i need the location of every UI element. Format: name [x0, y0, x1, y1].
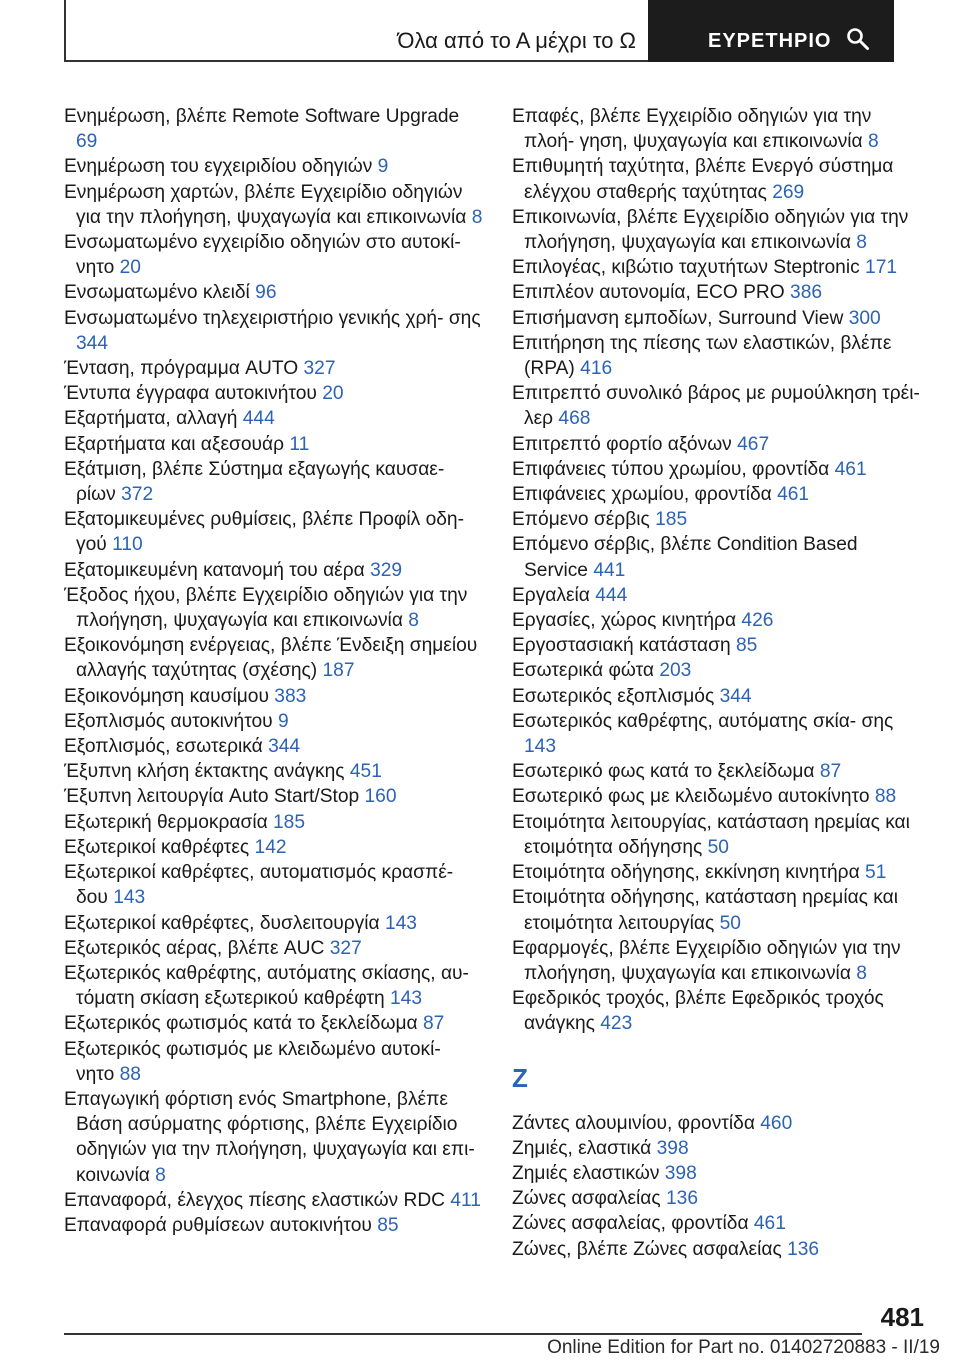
page-reference-link[interactable]: 344 — [268, 736, 301, 758]
page-reference-link[interactable]: 411 — [450, 1189, 481, 1211]
index-entry — [64, 1188, 484, 1213]
index-entry-text: Εργοστασιακή κατάσταση — [512, 635, 731, 657]
index-entry — [512, 1111, 922, 1136]
index-entry — [512, 709, 922, 759]
page-reference-link[interactable]: 300 — [848, 307, 881, 329]
index-entry-text: Ένταση, πρόγραμμα AUTO — [64, 358, 299, 380]
index-entry-text: Εξοπλισμός, εσωτερικά — [64, 736, 263, 758]
page-reference-link[interactable]: 344 — [719, 685, 752, 707]
index-entry-text: Εξάτμιση, βλέπε Σύστημα εξαγωγής καυσαε‐ ρίων — [64, 458, 445, 506]
index-entry — [512, 104, 922, 154]
index-entry — [512, 306, 922, 331]
page-reference-link[interactable]: 69 — [76, 131, 98, 153]
page-reference-link[interactable]: 136 — [787, 1238, 820, 1260]
page-reference-link[interactable]: 20 — [322, 383, 344, 405]
index-entry-text: Εξατομικευμένη κατανομή του αέρα — [64, 559, 365, 581]
index-entry-text: Έξοδος ήχου, βλέπε Εγχειρίδιο οδηγιών για την πλοήγηση, ψυχαγωγία και επικοινωνία — [64, 584, 468, 632]
index-entry-text: Επισήμανση εμποδίων, Surround View — [512, 307, 844, 329]
index-entry — [64, 709, 484, 734]
index-entry — [512, 860, 922, 885]
index-entry-text: Εφεδρικός τροχός, βλέπε Εφεδρικός τροχός ανάγκης — [512, 988, 884, 1035]
page-reference-link[interactable]: 143 — [524, 736, 557, 758]
index-entry-text: Εξωτερικός φωτισμός κατά το ξεκλείδωμα — [64, 1013, 418, 1035]
index-entry-text: Ζώνες ασφαλείας — [512, 1188, 661, 1210]
index-entry-text: Εξοικονόμηση ενέργειας, βλέπε Ένδειξη σημείου αλλαγής ταχύτητας (σχέσης) — [64, 635, 478, 682]
index-entry-text: Ζάντες αλουμινίου, φροντίδα — [512, 1112, 755, 1134]
page-reference-link[interactable]: 444 — [242, 408, 275, 430]
index-entry — [512, 280, 922, 305]
page-reference-link[interactable]: 344 — [76, 332, 109, 354]
index-entry-text: Έντυπα έγγραφα αυτοκινήτου — [64, 383, 317, 405]
page-reference-link[interactable]: 187 — [322, 660, 355, 682]
index-entry — [512, 331, 922, 381]
page-reference-link[interactable]: 269 — [772, 181, 805, 203]
index-entry-text: Επαφές, βλέπε Εγχειρίδιο οδηγιών για την πλοή‐ γηση, ψυχαγωγία και επικοινωνία — [512, 106, 872, 153]
index-entry — [512, 532, 922, 582]
index-entry-text: Ετοιμότητα οδήγησης, κατάσταση ηρεμίας και ετοιμότητα λειτουργίας — [512, 887, 898, 934]
index-entry — [64, 230, 484, 280]
index-entry — [64, 936, 484, 961]
page-reference-link[interactable]: 327 — [329, 937, 362, 959]
page-reference-link[interactable]: 88 — [119, 1063, 141, 1085]
index-entry — [512, 784, 922, 809]
page-reference-link[interactable]: 9 — [377, 156, 389, 178]
index-entry — [512, 482, 922, 507]
page-number: 481 — [880, 1302, 924, 1332]
index-entry-text: Εφαρμογές, βλέπε Εγχειρίδιο οδηγιών για την πλοήγηση, ψυχαγωγία και επικοινωνία — [512, 937, 901, 984]
index-entry — [512, 507, 922, 532]
index-entry — [512, 986, 922, 1036]
index-entry — [64, 1011, 484, 1036]
index-entry-text: Έξυπνη λειτουργία Auto Start/Stop — [64, 786, 360, 808]
page-reference-link[interactable]: 85 — [735, 635, 758, 657]
index-entry-text: Εξωτερικός καθρέφτης, αυτόματης σκίασης, αυ‐ τόματη σκίαση εξωτερικού καθρέφτη — [64, 962, 469, 1010]
index-entry-text: Επιτήρηση της πίεσης των ελαστικών, βλέπε (RPA) — [512, 332, 892, 380]
index-entry-text: Εξωτερικοί καθρέφτες, αυτοματισμός κρασπέ‐ δου — [64, 862, 454, 909]
index-entry-text: Εξωτερικός αέρας, βλέπε AUC — [64, 937, 325, 959]
index-entry — [64, 784, 484, 809]
index-entry — [64, 583, 484, 633]
index-entry — [64, 104, 484, 154]
index-entry — [512, 432, 922, 457]
index-entry-text: Ενημέρωση χαρτών, βλέπε Εγχειρίδιο οδηγιών για την πλοήγηση, ψυχαγωγία και επικοινωνία — [64, 181, 467, 228]
page-reference-link[interactable]: 8 — [867, 131, 879, 153]
page-reference-link[interactable]: 185 — [655, 509, 688, 531]
index-entry-text: Εσωτερικό φως κατά το ξεκλείδωμα — [512, 761, 815, 783]
index-entry-text: Ζημιές, ελαστικά — [512, 1137, 652, 1159]
index-column-left — [64, 104, 484, 1238]
page-reference-link[interactable]: 398 — [664, 1162, 697, 1184]
index-entry — [64, 432, 484, 457]
index-entry-text: Επόμενο σέρβις — [512, 509, 650, 531]
index-entry-text: Επιφάνειες χρωμίου, φροντίδα — [512, 484, 772, 506]
index-label: ΕΥΡΕΤΗΡΙΟ — [708, 30, 832, 52]
index-entry — [64, 961, 484, 1011]
footer-divider — [64, 1333, 862, 1335]
index-entry — [512, 885, 922, 935]
index-entry — [512, 457, 922, 482]
page-reference-link[interactable]: 136 — [666, 1188, 699, 1210]
index-entry — [512, 1211, 922, 1236]
index-entry — [64, 1213, 484, 1238]
index-entry-text: Ενημέρωση, βλέπε Remote Software Upgrade — [64, 106, 460, 127]
page-reference-link[interactable]: 398 — [656, 1137, 689, 1159]
page-reference-link[interactable]: 143 — [390, 988, 423, 1010]
index-entry — [64, 507, 484, 557]
page-reference-link[interactable]: 8 — [471, 206, 483, 228]
letter-heading-z: Z — [512, 1062, 528, 1093]
index-entry-text: Ετοιμότητα λειτουργίας, κατάσταση ηρεμίας και ετοιμότητα οδήγησης — [512, 811, 910, 858]
index-entry — [64, 684, 484, 709]
page-reference-link[interactable]: 383 — [274, 685, 307, 707]
index-entry-text: Εξωτερικοί καθρέφτες — [64, 836, 250, 858]
index-column-right — [512, 104, 922, 1262]
index-entry-text: Εσωτερικά φώτα — [512, 660, 654, 682]
page-reference-link[interactable]: 87 — [819, 761, 842, 783]
index-entry-text: Ενσωματωμένο εγχειρίδιο οδηγιών στο αυτοκί‐ νητο — [64, 232, 461, 279]
index-entry — [512, 205, 922, 255]
index-entry-text: Εξαρτήματα και αξεσουάρ — [64, 433, 285, 455]
page-reference-link[interactable]: 87 — [422, 1013, 445, 1035]
search-icon[interactable] — [846, 27, 870, 51]
index-entry — [64, 633, 484, 683]
page-reference-link[interactable]: 8 — [856, 232, 867, 254]
page-reference-link[interactable]: 142 — [254, 836, 287, 858]
index-entry-text: Εξωτερικοί καθρέφτες, δυσλειτουργία — [64, 912, 380, 934]
section-title: Όλα από το Α μέχρι το Ω — [397, 28, 636, 53]
index-entry-text: Ζημιές ελαστικών — [512, 1162, 660, 1184]
index-entry-text: Επαναφορά ρυθμίσεων αυτοκινήτου — [64, 1214, 372, 1236]
index-entry — [512, 759, 922, 784]
index-entry — [512, 810, 922, 860]
index-entry — [64, 759, 484, 784]
index-entry — [512, 608, 922, 633]
index-entry — [64, 734, 484, 759]
index-entry — [512, 684, 922, 709]
index-entry-text: Εξωτερικός φωτισμός με κλειδωμένο αυτοκί‐ νητο — [64, 1038, 441, 1085]
index-entry-text: Εξαρτήματα, αλλαγή — [64, 408, 238, 430]
index-entry-text: Επαναφορά, έλεγχος πίεσης ελαστικών RDC — [64, 1189, 446, 1211]
page-reference-link[interactable]: 50 — [707, 836, 729, 858]
page-reference-link[interactable]: 329 — [370, 559, 403, 581]
index-entry — [64, 406, 484, 431]
edition-note: Online Edition for Part no. 01402720883 - II/19 — [547, 1337, 940, 1358]
page-reference-link[interactable]: 88 — [874, 786, 897, 808]
index-entry-text: Εξωτερική θερμοκρασία — [64, 811, 268, 833]
index-entry-text: Επιλογέας, κιβώτιο ταχυτήτων Steptronic — [512, 257, 860, 279]
page-reference-link[interactable]: 143 — [384, 912, 417, 934]
index-entry — [512, 1161, 922, 1186]
page-reference-link[interactable]: 460 — [760, 1112, 793, 1134]
index-entry — [64, 1087, 484, 1188]
index-entry-text: Εξοπλισμός αυτοκινήτου — [64, 710, 273, 732]
page-reference-link[interactable]: 8 — [856, 962, 867, 984]
page-reference-link[interactable]: 416 — [580, 358, 613, 380]
index-entry — [512, 255, 922, 280]
page-reference-link[interactable]: 20 — [119, 257, 141, 279]
index-entry-text: Εργαλεία — [512, 584, 590, 606]
index-entry-text: Εξατομικευμένες ρυθμίσεις, βλέπε Προφίλ οδη‐ γού — [64, 509, 464, 556]
page-reference-link[interactable]: 171 — [865, 257, 898, 279]
index-entry-text: Επιθυμητή ταχύτητα, βλέπε Ενεργό σύστημα ελέγχου σταθερής ταχύτητας — [512, 156, 894, 203]
index-entry — [64, 154, 484, 179]
page-reference-link[interactable]: 441 — [593, 559, 626, 581]
index-entry — [64, 860, 484, 910]
index-entry — [64, 356, 484, 381]
page-reference-link[interactable]: 51 — [865, 862, 887, 884]
index-entry-text: Επιτρεπτό φορτίο αξόνων — [512, 433, 732, 455]
page-reference-link[interactable]: 461 — [777, 484, 810, 506]
page-reference-link[interactable]: 451 — [349, 761, 382, 783]
index-entry-text: Εργασίες, χώρος κινητήρα — [512, 610, 737, 632]
index-entry — [512, 1237, 922, 1262]
page-reference-link[interactable]: 9 — [278, 710, 289, 732]
index-entry — [64, 1037, 484, 1087]
index-entry — [64, 306, 484, 356]
index-entry — [64, 810, 484, 835]
index-entry-text: Εσωτερικό φως με κλειδωμένο αυτοκίνητο — [512, 786, 870, 808]
index-entry-text: Εσωτερικός καθρέφτης, αυτόματης σκία‐ σης — [512, 710, 894, 732]
page-reference-link[interactable]: 110 — [112, 534, 143, 556]
page-reference-link[interactable]: 461 — [834, 458, 867, 480]
index-entry-text: Επιφάνειες τύπου χρωμίου, φροντίδα — [512, 458, 830, 480]
page-reference-link[interactable]: 50 — [719, 912, 741, 934]
page-reference-link[interactable]: 160 — [364, 786, 397, 808]
index-entry — [512, 154, 922, 204]
index-entry — [512, 633, 922, 658]
page-reference-link[interactable]: 372 — [121, 484, 154, 506]
index-entry-text: Ζώνες ασφαλείας, φροντίδα — [512, 1213, 749, 1235]
section-tab[interactable] — [64, 0, 648, 62]
page-reference-link[interactable]: 8 — [408, 610, 419, 632]
index-entry-text: Έξυπνη κλήση έκτακτης ανάγκης — [64, 761, 345, 783]
index-entry — [64, 835, 484, 860]
index-entry-text: Επιτρεπτό συνολικό βάρος με ρυμούλκηση τρέι‐ λερ — [512, 383, 920, 430]
page-reference-link[interactable]: 444 — [595, 584, 628, 606]
index-entry-text: Εσωτερικός εξοπλισμός — [512, 685, 715, 707]
index-entry-text: Επαγωγική φόρτιση ενός Smartphone, βλέπε Βάση ασύρματης φόρτισης, βλέπε Εγχειρίδιο οδηγιών για την πλοήγηση, ψυχαγωγία και επι‐ κοινωνία — [64, 1088, 475, 1186]
page-reference-link[interactable]: 11 — [289, 433, 310, 455]
index-entry — [512, 583, 922, 608]
index-entry-text: Εξοικονόμηση καυσίμου — [64, 685, 269, 707]
index-entry — [64, 280, 484, 305]
index-entry — [512, 1136, 922, 1161]
index-entry — [64, 558, 484, 583]
index-entry — [512, 936, 922, 986]
page-reference-link[interactable]: 461 — [753, 1213, 786, 1235]
page-reference-link[interactable]: 327 — [303, 358, 336, 380]
index-entry-text: Επόμενο σέρβις, βλέπε Condition Based Service — [512, 534, 858, 581]
index-entry — [512, 381, 922, 431]
index-entry-text: Ενημέρωση του εγχειριδίου οδηγιών — [64, 156, 373, 178]
index-entry — [64, 180, 484, 230]
index-entry-text: Ενσωματωμένο τηλεχειριστήριο γενικής χρή‐ σης — [64, 307, 481, 329]
page-reference-link[interactable]: 96 — [255, 282, 277, 304]
index-entry-text: Επικοινωνία, βλέπε Εγχειρίδιο οδηγιών για την πλοήγηση, ψυχαγωγία και επικοινωνία — [512, 206, 909, 254]
index-tab[interactable] — [648, 0, 894, 62]
page-reference-link[interactable]: 8 — [155, 1164, 166, 1186]
index-entry-text: Ενσωματωμένο κλειδί — [64, 282, 250, 304]
page-reference-link[interactable]: 143 — [113, 887, 146, 909]
index-entry — [64, 911, 484, 936]
page-reference-link[interactable]: 85 — [377, 1214, 399, 1236]
index-entry — [64, 381, 484, 406]
page-reference-link[interactable]: 203 — [659, 660, 692, 682]
index-entry — [512, 1186, 922, 1211]
page-header — [64, 0, 894, 62]
index-entry — [64, 457, 484, 507]
page-reference-link[interactable]: 468 — [558, 408, 591, 430]
page-reference-link[interactable]: 423 — [600, 1013, 633, 1035]
index-entry-text: Ζώνες, βλέπε Ζώνες ασφαλείας — [512, 1238, 782, 1260]
index-entry-text: Ετοιμότητα οδήγησης, εκκίνηση κινητήρα — [512, 862, 860, 884]
page-reference-link[interactable]: 386 — [790, 282, 823, 304]
page-reference-link[interactable]: 185 — [273, 811, 306, 833]
index-entry-text: Επιπλέον αυτονομία, ECO PRO — [512, 282, 785, 304]
index-entry — [512, 658, 922, 683]
page-reference-link[interactable]: 467 — [737, 433, 770, 455]
page-reference-link[interactable]: 426 — [741, 610, 774, 632]
